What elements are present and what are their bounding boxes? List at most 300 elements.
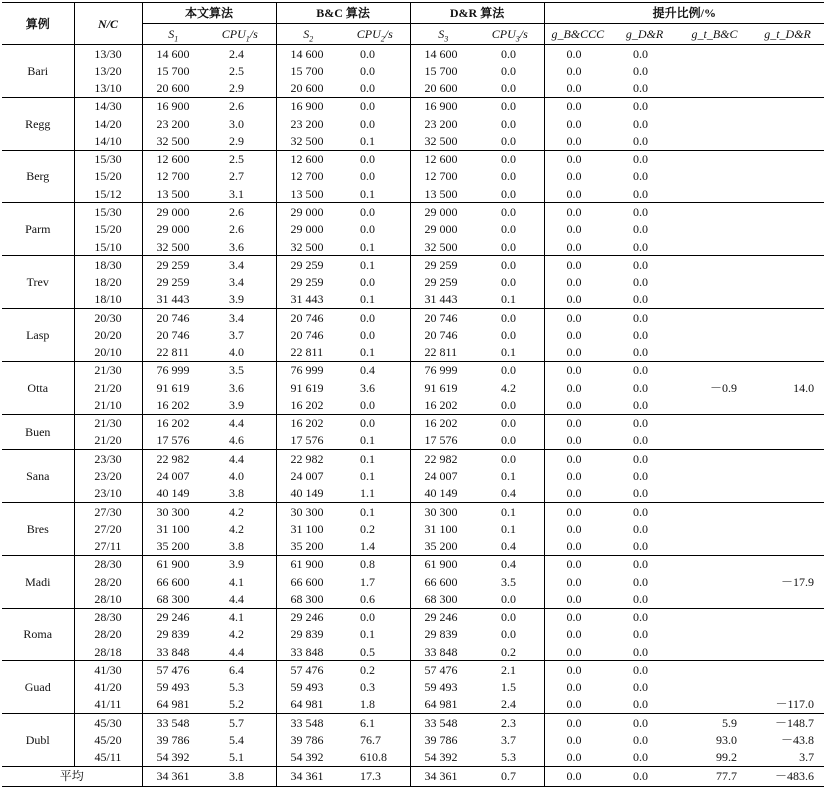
cell-s3: 22 811 [424, 345, 458, 360]
cell-gt-dr [751, 555, 824, 573]
table-row [2, 626, 824, 643]
cell-s2: 61 900 [276, 555, 340, 573]
table-row [2, 485, 824, 503]
cell-cpu1: 3.5 [204, 361, 276, 379]
cell-s1: 35 200 [156, 539, 190, 554]
cell-cpu1: 3.8 [204, 537, 276, 555]
cell-gt-dr [751, 168, 824, 185]
header-cpu3: $CPU_3/s$ [476, 24, 544, 45]
cell-s1: 17 576 [156, 433, 190, 448]
cell-nc: 41/11 [74, 696, 142, 714]
cell-nc: 20/20 [74, 326, 142, 343]
cell-nc: 15/10 [74, 238, 142, 256]
cell-cpu2: 0.1 [340, 238, 410, 256]
cell-s3: 14 600 [410, 45, 476, 63]
cell-nc: 18/20 [74, 273, 142, 290]
header-gt-dr: g_t_D&R [751, 24, 824, 45]
cell-s1: 68 300 [156, 591, 190, 606]
cell-gt-dr [751, 396, 824, 414]
cell-nc: 45/11 [74, 749, 142, 767]
cell-g-bccc: 0.0 [566, 521, 582, 536]
cell-s3: 16 202 [410, 414, 476, 432]
results-table [2, 2, 824, 787]
cell-gt-bc [678, 626, 751, 643]
cell-gt-bc [678, 168, 751, 185]
instance-name: Bari [2, 45, 74, 98]
cell-s2: 20 600 [290, 81, 324, 96]
cell-gt-dr [751, 361, 824, 379]
cell-s2: 16 900 [276, 97, 340, 115]
cell-g-dr: 0.0 [633, 292, 649, 307]
cell-g-dr: 0.0 [611, 308, 678, 326]
cell-s1: 23 200 [156, 116, 190, 131]
header-s2: $S_2$ [276, 24, 340, 45]
cell-g-bccc: 0.0 [566, 116, 582, 131]
cell-nc: 21/30 [74, 361, 142, 379]
cell-s2: 33 848 [290, 644, 324, 659]
cell-s3: 57 476 [410, 661, 476, 679]
cell-cpu2: 0.2 [340, 661, 410, 679]
table-row [2, 45, 824, 63]
cell-s1: 33 848 [156, 644, 190, 659]
cell-cpu1: 3.4 [204, 308, 276, 326]
cell-cpu3: 0.4 [476, 537, 544, 555]
cell-cpu3: 3.7 [476, 731, 544, 748]
cell-cpu2: 1.7 [340, 573, 410, 590]
table-row [2, 238, 824, 256]
table-row [2, 379, 824, 396]
cell-gt-dr [751, 661, 824, 679]
cell-gt-dr [751, 221, 824, 238]
cell-cpu1: 2.4 [204, 45, 276, 63]
cell-gt-dr [751, 414, 824, 432]
cell-gt-bc [678, 291, 751, 309]
cell-g-bccc: 0.0 [566, 275, 582, 290]
cell-gt-bc [678, 696, 751, 714]
cell-cpu1: 4.2 [204, 502, 276, 520]
table-row [2, 396, 824, 414]
cell-cpu3: 3.5 [476, 573, 544, 590]
cell-cpu1: 3.4 [204, 273, 276, 290]
cell-s3: 33 548 [410, 714, 476, 732]
cell-cpu2: 0.6 [340, 590, 410, 608]
cell-s2: 15 700 [290, 63, 324, 78]
cell-cpu3: 0.0 [476, 168, 544, 185]
cell-g-bccc: 0.0 [566, 539, 582, 554]
cell-nc: 23/10 [74, 485, 142, 503]
cell-gt-bc [678, 238, 751, 256]
cell-cpu3: 0.0 [476, 414, 544, 432]
cell-g-bccc: 0.0 [566, 327, 582, 342]
cell-gt-bc [678, 573, 751, 590]
cell-s2: 29 246 [276, 608, 340, 626]
cell-g-bccc: 0.0 [566, 380, 582, 395]
cell-s1: 34 361 [142, 766, 204, 786]
cell-cpu2: 0.1 [340, 626, 410, 643]
cell-s1: 32 500 [156, 239, 190, 254]
cell-cpu3: 5.3 [476, 749, 544, 767]
cell-gt-dr [751, 132, 824, 150]
cell-cpu2: 1.8 [340, 696, 410, 714]
cell-gt-bc [678, 273, 751, 290]
cell-nc: 41/20 [74, 679, 142, 696]
header-group-dr: D&R 算法 [410, 3, 544, 24]
cell-cpu2: 0.0 [340, 273, 410, 290]
cell-nc: 20/30 [74, 308, 142, 326]
cell-gt-bc [678, 221, 751, 238]
cell-cpu1: 4.1 [204, 573, 276, 590]
cell-s2: 66 600 [290, 574, 324, 589]
cell-gt-dr [751, 308, 824, 326]
cell-nc: 15/12 [74, 185, 142, 203]
cell-s3: 54 392 [424, 750, 458, 765]
cell-s3: 12 600 [410, 150, 476, 168]
cell-gt-dr [751, 590, 824, 608]
cell-s3: 12 700 [424, 169, 458, 184]
cell-s3: 20 746 [424, 327, 458, 342]
cell-cpu2: 0.1 [340, 344, 410, 362]
cell-cpu2: 0.0 [340, 115, 410, 132]
cell-gt-dr [751, 520, 824, 537]
cell-s3: 20 600 [424, 81, 458, 96]
cell-s3: 20 746 [410, 308, 476, 326]
cell-cpu1: 3.7 [204, 326, 276, 343]
table-row [2, 150, 824, 168]
cell-cpu2: 0.0 [340, 608, 410, 626]
cell-nc: 21/20 [74, 432, 142, 450]
cell-s3: 17 576 [424, 433, 458, 448]
cell-gt-bc [678, 679, 751, 696]
cell-s1: 76 999 [142, 361, 204, 379]
cell-s2: 17 576 [290, 433, 324, 448]
cell-s1: 24 007 [156, 469, 190, 483]
cell-cpu1: 4.6 [204, 432, 276, 450]
cell-s3: 29 259 [410, 256, 476, 274]
cell-gt-dr [751, 432, 824, 450]
cell-g-bccc: 0.0 [544, 502, 611, 520]
cell-g-bccc: 0.0 [544, 308, 611, 326]
instance-name: Dubl [2, 714, 74, 767]
cell-cpu3: 0.4 [476, 555, 544, 573]
cell-s2: 30 300 [276, 502, 340, 520]
cell-cpu2: 0.1 [340, 256, 410, 274]
cell-s2: 64 981 [290, 697, 324, 712]
cell-cpu3: 0.0 [476, 62, 544, 79]
table-row [2, 273, 824, 290]
cell-gt-bc [678, 115, 751, 132]
cell-s2: 12 600 [276, 150, 340, 168]
cell-cpu3: 0.0 [476, 450, 544, 468]
cell-g-bccc: 0.0 [566, 433, 582, 448]
cell-s3: 31 443 [424, 292, 458, 307]
cell-nc: 27/11 [74, 537, 142, 555]
cell-g-bccc: 0.0 [544, 766, 611, 786]
cell-g-bccc: 0.0 [544, 414, 611, 432]
cell-s2: 31 443 [290, 292, 324, 307]
table-row [2, 115, 824, 132]
cell-gt-bc [678, 256, 751, 274]
cell-g-bccc: 0.0 [566, 345, 582, 360]
cell-g-bccc: 0.0 [566, 222, 582, 237]
table-row [2, 661, 824, 679]
cell-nc: 15/20 [74, 168, 142, 185]
cell-gt-dr [751, 502, 824, 520]
cell-s1: 32 500 [156, 133, 190, 148]
cell-cpu2: 0.0 [340, 396, 410, 414]
cell-cpu3: 2.1 [476, 661, 544, 679]
cell-g-dr: 0.0 [611, 502, 678, 520]
instance-name: Lasp [2, 308, 74, 361]
cell-s3: 35 200 [424, 539, 458, 554]
cell-cpu2: 0.0 [340, 62, 410, 79]
cell-cpu3: 0.1 [476, 520, 544, 537]
header-instance: 算例 [2, 3, 74, 45]
cell-s3: 76 999 [410, 361, 476, 379]
cell-g-dr: 0.0 [633, 239, 649, 254]
cell-gt-bc: －0.9 [710, 380, 738, 395]
table-row [2, 643, 824, 661]
cell-g-dr: 0.0 [633, 574, 649, 589]
cell-g-dr: 0.0 [633, 275, 649, 290]
cell-cpu1: 5.4 [204, 731, 276, 748]
cell-cpu3: 4.2 [476, 379, 544, 396]
cell-cpu3: 0.0 [476, 326, 544, 343]
table-row [2, 555, 824, 573]
cell-g-bccc: 0.0 [566, 397, 582, 412]
cell-gt-bc [678, 396, 751, 414]
cell-g-dr: 0.0 [633, 169, 649, 184]
cell-g-dr: 0.0 [633, 380, 649, 395]
cell-s2: 33 548 [276, 714, 340, 732]
cell-s2: 76 999 [276, 361, 340, 379]
cell-gt-dr [751, 344, 824, 362]
header-cpu1: $CPU_1/s$ [204, 24, 276, 45]
cell-s2: 29 000 [276, 203, 340, 221]
table-row [2, 185, 824, 203]
cell-g-dr: 0.0 [633, 63, 649, 78]
instance-name: Parm [2, 203, 74, 256]
cell-g-dr: 0.0 [633, 345, 649, 360]
header-gt-bc: g_t_B&C [678, 24, 751, 45]
cell-nc: 14/30 [74, 97, 142, 115]
cell-s1: 15 700 [156, 63, 190, 78]
cell-gt-bc [678, 590, 751, 608]
cell-cpu3: 0.0 [476, 115, 544, 132]
cell-cpu1: 4.4 [204, 414, 276, 432]
table-row [2, 291, 824, 309]
cell-g-dr: 0.0 [633, 186, 649, 201]
cell-g-bccc: 0.0 [544, 714, 611, 732]
cell-nc: 28/20 [74, 573, 142, 590]
cell-s1: 57 476 [142, 661, 204, 679]
cell-s1: 16 202 [156, 397, 190, 412]
table-row [2, 679, 824, 696]
cell-cpu3: 0.1 [476, 467, 544, 484]
cell-cpu2: 6.1 [340, 714, 410, 732]
cell-cpu3: 0.0 [476, 590, 544, 608]
instance-name: Regg [2, 97, 74, 150]
cell-cpu2: 0.1 [340, 450, 410, 468]
cell-s3: 15 700 [424, 63, 458, 78]
cell-s2: 34 361 [276, 766, 340, 786]
cell-cpu3: 0.0 [476, 185, 544, 203]
cell-gt-bc [678, 326, 751, 343]
cell-nc: 28/20 [74, 626, 142, 643]
cell-cpu1: 3.6 [204, 379, 276, 396]
cell-s3: 29 000 [424, 222, 458, 237]
cell-cpu1: 4.2 [204, 626, 276, 643]
cell-nc: 27/30 [74, 502, 142, 520]
cell-s1: 20 746 [156, 327, 190, 342]
instance-name: Madi [2, 555, 74, 608]
cell-s3: 40 149 [424, 486, 458, 501]
cell-gt-dr: 3.7 [799, 750, 815, 765]
table-row [2, 168, 824, 185]
table-row [2, 590, 824, 608]
cell-cpu1: 4.0 [204, 467, 276, 484]
table-row [2, 132, 824, 150]
cell-gt-dr [751, 608, 824, 626]
cell-cpu2: 0.0 [340, 168, 410, 185]
cell-cpu1: 2.6 [204, 221, 276, 238]
header-g-bccc: g_B&CCC [544, 24, 611, 45]
cell-gt-dr [751, 80, 824, 98]
cell-g-dr: 0.0 [633, 539, 649, 554]
cell-s1: 31 443 [156, 292, 190, 307]
table-row [2, 432, 824, 450]
cell-g-dr: 0.0 [611, 150, 678, 168]
cell-cpu3: 0.0 [476, 97, 544, 115]
cell-s1: 40 149 [156, 486, 190, 501]
cell-g-dr: 0.0 [633, 732, 649, 747]
cell-g-dr: 0.0 [633, 591, 649, 606]
cell-s3: 32 500 [424, 133, 458, 148]
cell-cpu1: 2.5 [204, 62, 276, 79]
cell-cpu2: 17.3 [340, 766, 410, 786]
cell-g-bccc: 0.0 [544, 555, 611, 573]
cell-cpu1: 3.0 [204, 115, 276, 132]
cell-cpu1: 5.1 [204, 749, 276, 767]
cell-gt-bc [678, 80, 751, 98]
cell-cpu1: 3.9 [204, 396, 276, 414]
cell-cpu1: 3.1 [204, 185, 276, 203]
cell-cpu2: 0.1 [340, 132, 410, 150]
table-row [2, 414, 824, 432]
cell-g-bccc: 0.0 [566, 63, 582, 78]
cell-s1: 29 259 [142, 256, 204, 274]
cell-s2: 57 476 [276, 661, 340, 679]
cell-cpu2: 0.0 [340, 221, 410, 238]
header-group-bc: B&C 算法 [276, 3, 410, 24]
cell-g-bccc: 0.0 [544, 97, 611, 115]
cell-s3: 33 848 [424, 644, 458, 659]
cell-cpu3: 0.0 [476, 396, 544, 414]
cell-g-bccc: 0.0 [566, 680, 582, 695]
cell-g-bccc: 0.0 [544, 608, 611, 626]
cell-s1: 20 746 [142, 308, 204, 326]
cell-gt-dr [751, 256, 824, 274]
cell-cpu1: 4.2 [204, 520, 276, 537]
cell-s3: 29 000 [410, 203, 476, 221]
cell-cpu1: 4.1 [204, 608, 276, 626]
cell-s1: 29 246 [142, 608, 204, 626]
cell-cpu1: 3.9 [204, 291, 276, 309]
cell-s2: 32 500 [290, 133, 324, 148]
table-row [2, 361, 824, 379]
cell-s1: 16 900 [142, 97, 204, 115]
cell-gt-bc [678, 308, 751, 326]
cell-g-bccc: 0.0 [544, 45, 611, 63]
cell-s1: 20 600 [156, 81, 190, 96]
cell-gt-dr [751, 203, 824, 221]
cell-nc: 14/10 [74, 132, 142, 150]
cell-cpu2: 0.1 [340, 185, 410, 203]
cell-gt-dr [751, 62, 824, 79]
cell-gt-dr [751, 467, 824, 484]
cell-cpu2: 0.5 [340, 643, 410, 661]
cell-g-dr: 0.0 [633, 397, 649, 412]
cell-s2: 91 619 [290, 380, 324, 395]
cell-cpu3: 0.0 [476, 608, 544, 626]
cell-nc: 20/10 [74, 344, 142, 362]
cell-s2: 29 259 [276, 256, 340, 274]
cell-gt-bc [678, 643, 751, 661]
cell-nc: 18/30 [74, 256, 142, 274]
cell-g-dr: 0.0 [611, 414, 678, 432]
cell-g-dr: 0.0 [611, 361, 678, 379]
cell-gt-bc [678, 97, 751, 115]
cell-gt-bc [678, 132, 751, 150]
cell-g-dr: 0.0 [633, 469, 649, 483]
cell-s2: 24 007 [290, 469, 324, 483]
cell-cpu2: 3.6 [340, 379, 410, 396]
cell-cpu3: 0.0 [476, 221, 544, 238]
cell-cpu1: 6.4 [204, 661, 276, 679]
cell-s2: 22 982 [276, 450, 340, 468]
cell-g-bccc: 0.0 [566, 169, 582, 184]
cell-g-dr: 0.0 [611, 256, 678, 274]
cell-g-dr: 0.0 [633, 81, 649, 96]
cell-gt-dr: －117.0 [775, 697, 815, 712]
cell-gt-dr [751, 185, 824, 203]
cell-cpu2: 0.2 [340, 520, 410, 537]
instance-name: Buen [2, 414, 74, 450]
table-row [2, 520, 824, 537]
table-row [2, 749, 824, 767]
cell-s3: 22 982 [410, 450, 476, 468]
cell-cpu3: 0.0 [476, 132, 544, 150]
table-row [2, 714, 824, 732]
cell-g-bccc: 0.0 [544, 361, 611, 379]
cell-cpu1: 2.7 [204, 168, 276, 185]
cell-s2: 12 700 [290, 169, 324, 184]
cell-s3: 30 300 [410, 502, 476, 520]
cell-cpu1: 5.7 [204, 714, 276, 732]
cell-g-dr: 0.0 [633, 133, 649, 148]
cell-s2: 68 300 [290, 591, 324, 606]
cell-s3: 39 786 [424, 732, 458, 747]
cell-nc: 15/30 [74, 203, 142, 221]
cell-cpu3: 0.0 [476, 308, 544, 326]
cell-cpu3: 2.3 [476, 714, 544, 732]
cell-cpu3: 0.0 [476, 150, 544, 168]
average-label: 平均 [2, 766, 142, 786]
cell-gt-bc [678, 450, 751, 468]
cell-cpu1: 3.9 [204, 555, 276, 573]
cell-g-dr: 0.0 [611, 661, 678, 679]
cell-cpu2: 0.0 [340, 97, 410, 115]
cell-cpu2: 0.0 [340, 150, 410, 168]
